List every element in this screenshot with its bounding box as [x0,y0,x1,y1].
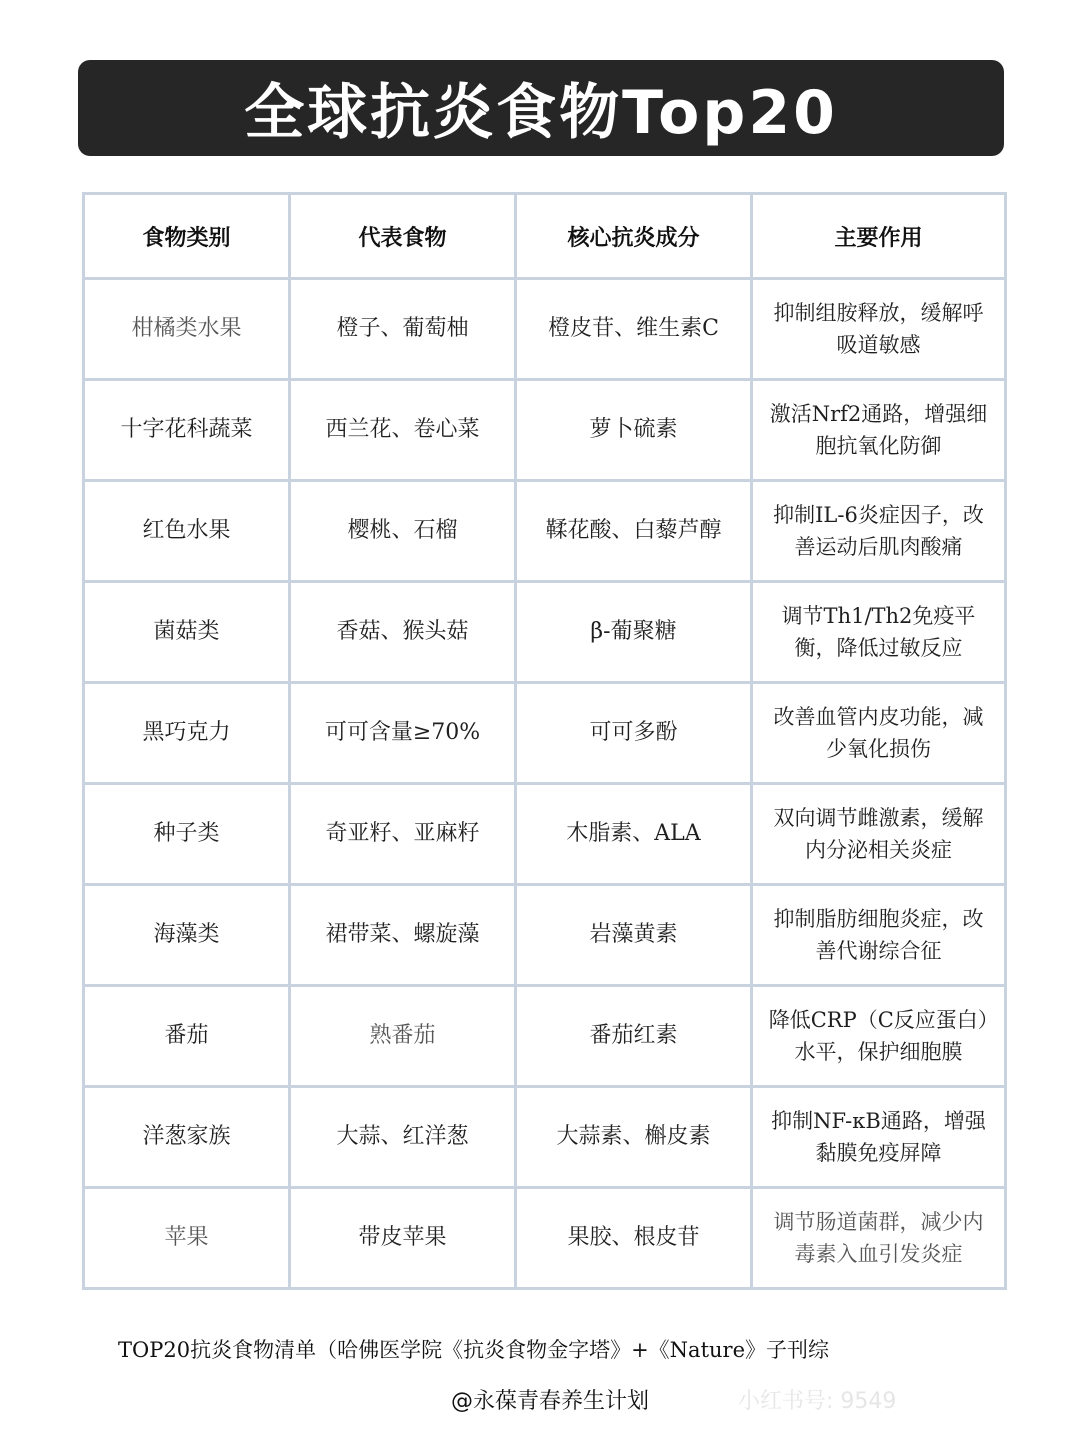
table-row [84,380,1006,481]
cell-component: 番茄红素 [516,986,752,1087]
cell-component: 岩藻黄素 [516,885,752,986]
cell-foods: 裙带菜、螺旋藻 [290,885,516,986]
cell-foods: 香菇、猴头菇 [290,582,516,683]
cell-foods: 大蒜、红洋葱 [290,1087,516,1188]
cell-component: 可可多酚 [516,683,752,784]
cell-component: β-葡聚糖 [516,582,752,683]
cell-effect: 抑制NF-κB通路，增强黏膜免疫屏障 [752,1087,1006,1188]
cell-category: 洋葱家族 [84,1087,290,1188]
cell-category: 番茄 [84,986,290,1087]
cell-foods: 熟番茄 [290,986,516,1087]
header-component: 核心抗炎成分 [516,194,752,279]
cell-foods: 带皮苹果 [290,1188,516,1289]
cell-effect: 抑制IL-6炎症因子，改善运动后肌肉酸痛 [752,481,1006,582]
cell-component: 大蒜素、槲皮素 [516,1087,752,1188]
cell-category: 菌菇类 [84,582,290,683]
header-foods: 代表食物 [290,194,516,279]
title-banner [78,60,1004,156]
cell-category: 黑巧克力 [84,683,290,784]
cell-component: 鞣花酸、白藜芦醇 [516,481,752,582]
cell-category: 红色水果 [84,481,290,582]
watermark: 小红书号: 9549 [738,1389,897,1414]
source-note: TOP20抗炎食物清单（哈佛医学院《抗炎食物金字塔》+《Nature》子刊综 [118,1338,829,1362]
header-effect: 主要作用 [752,194,1006,279]
cell-effect: 降低CRP（C反应蛋白）水平，保护细胞膜 [752,986,1006,1087]
table-row [84,279,1006,380]
cell-foods: 橙子、葡萄柚 [290,279,516,380]
cell-component: 萝卜硫素 [516,380,752,481]
table-header-row [84,194,1006,279]
cell-effect: 抑制组胺释放，缓解呼吸道敏感 [752,279,1006,380]
cell-category: 海藻类 [84,885,290,986]
cell-category: 苹果 [84,1188,290,1289]
table-row [84,1188,1006,1289]
cell-category: 种子类 [84,784,290,885]
cell-foods: 西兰花、卷心菜 [290,380,516,481]
table-row [84,986,1006,1087]
cell-effect: 改善血管内皮功能，减少氧化损伤 [752,683,1006,784]
table-row [84,784,1006,885]
cell-foods: 樱桃、石榴 [290,481,516,582]
cell-effect: 激活Nrf2通路，增强细胞抗氧化防御 [752,380,1006,481]
table-row [84,683,1006,784]
header-category: 食物类别 [84,194,290,279]
cell-effect: 调节肠道菌群，减少内毒素入血引发炎症 [752,1188,1006,1289]
cell-effect: 双向调节雌激素，缓解内分泌相关炎症 [752,784,1006,885]
food-table [82,192,1007,1290]
cell-component: 木脂素、ALA [516,784,752,885]
cell-foods: 奇亚籽、亚麻籽 [290,784,516,885]
cell-effect: 调节Th1/Th2免疫平衡，降低过敏反应 [752,582,1006,683]
cell-component: 橙皮苷、维生素C [516,279,752,380]
table-row [84,582,1006,683]
cell-effect: 抑制脂肪细胞炎症，改善代谢综合征 [752,885,1006,986]
table-row [84,481,1006,582]
cell-category: 柑橘类水果 [84,279,290,380]
cell-category: 十字花科蔬菜 [84,380,290,481]
table-row [84,885,1006,986]
page-title: 全球抗炎食物Top20 [244,78,838,148]
author-handle: @永葆青春养生计划 [450,1389,649,1414]
cell-foods: 可可含量≥70% [290,683,516,784]
table-row [84,1087,1006,1188]
cell-component: 果胶、根皮苷 [516,1188,752,1289]
